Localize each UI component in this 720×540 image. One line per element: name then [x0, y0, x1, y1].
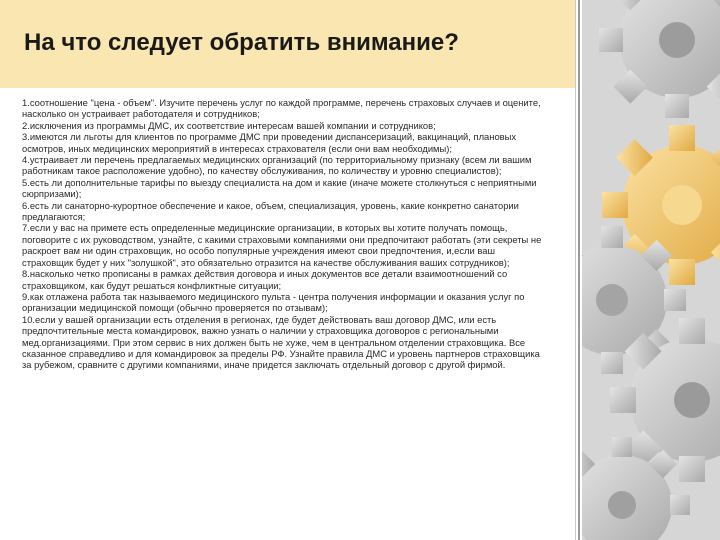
list-item: 7.если у вас на примете есть определенные медицинские организации, в которых вы хотите получать помощь, поговорите с их руководством, узнайте, с какими страховыми компаниями они предпочитают работать (эти секреты не раскроет вам ни один страховщик, но особо популярные учреждения имеют свои предпочтения, и,если ваш страховщик будет у них "золушкой", это обязательно отразится на качестве обслуживания ваших сотрудников);: [22, 222, 542, 268]
list-item: 2.исключения из программы ДМС, их соответствие интересам вашей компании и сотрудников;: [22, 119, 436, 131]
list-item: 10.если у вашей организации есть отделения в регионах, где будет действовать ваш договор ДМС, или есть предпочтительные места командировок, важно узнать о наличии у страховщика договоров с региональными мед.организациями. При этом сервис в них должен быть не хуже, чем в центральном отделении страховщика. Все сказанное справедливо и для командировок за пределы РФ. Узнайте правила ДМС и уровень партнеров страховщика за рубежом, сравните с другими компаниями, иначе придется заключать отдельный договор с другой фирмой.: [22, 313, 540, 371]
list-item: 1.соотношение "цена - объем". Изучите перечень услуг по каждой программе, перечень страховых случаев и оцените, насколько он устраивает работодателя и сотрудников;: [22, 97, 541, 120]
list-item: 5.есть ли дополнительные тарифы по выезду специалиста на дом и какие (иначе можете столкнуться с неприятными сюрпризами);: [22, 176, 537, 200]
divider: [578, 0, 580, 540]
list-item: 9.как отлажена работа так называемого медицинского пульта - центра получения информации и оказания услуг по организации медицинской помощи (обычно проверяется по отзывам);: [22, 290, 525, 314]
list-item: 4.устраивает ли перечень предлагаемых медицинских организаций (по территориальному признаку (всем ли вашим работникам такое расположение удобно), по качеству обслуживания, по количеству и уровню специалистов);: [22, 154, 532, 177]
slide-body: [22, 97, 542, 371]
gears-image: [582, 0, 720, 540]
title-band: [0, 0, 575, 88]
list-item: 6.есть ли санаторно-курортное обеспечение и какое, объем, специализация, уровень, какие конкретно санатории предлагаются;: [22, 199, 519, 223]
gears-icon: [582, 0, 720, 540]
list-item: 8.насколько четко прописаны в рамках действия договора и иных документов все детали взаимоотношений со страховщиком, как будут решаться конфликтные ситуации;: [22, 268, 508, 291]
list-item: 3.имеются ли льготы для клиентов по программе ДМС при проведении диспансеризаций, вакцинаций, плановых осмотров, иных медицинских мероприятий в интересах страхователя (если они вам необходимы);: [22, 131, 517, 154]
divider: [575, 0, 576, 540]
slide-title: На что следует обратить внимание?: [24, 29, 459, 56]
